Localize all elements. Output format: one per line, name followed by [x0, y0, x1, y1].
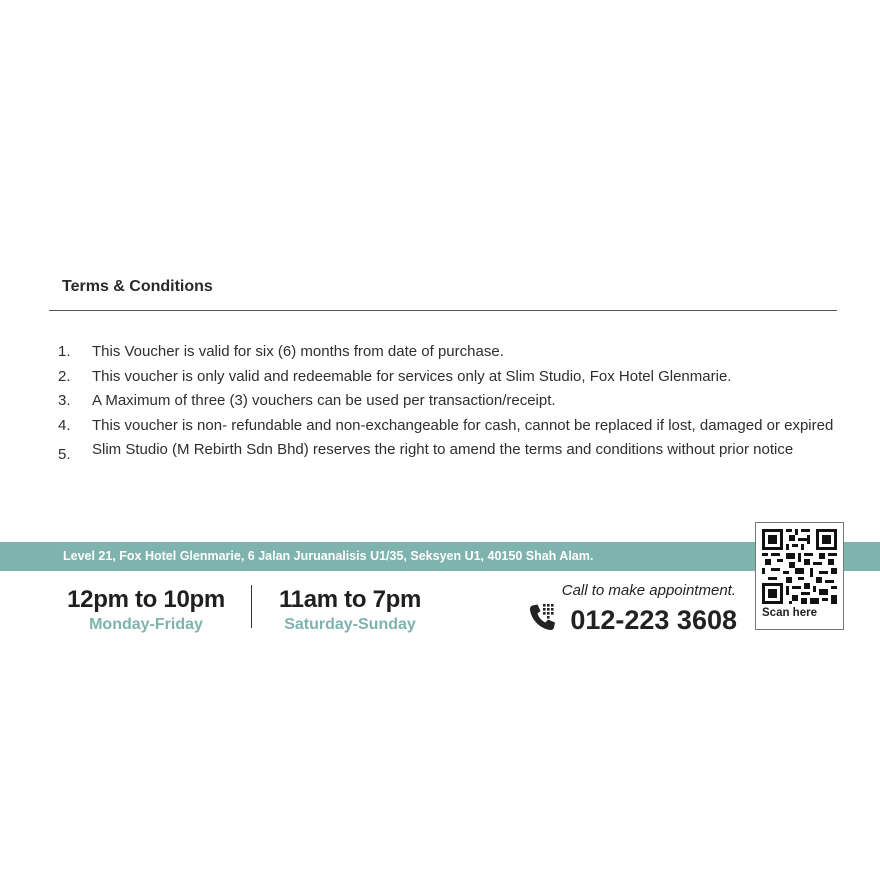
qr-code-icon: [762, 529, 837, 604]
list-item-number: 5.: [58, 446, 71, 463]
weekday-hours: [62, 586, 230, 636]
terms-title: Terms & Conditions: [62, 278, 213, 295]
list-item: [58, 365, 838, 390]
list-item: [58, 438, 838, 468]
weekend-hours: [272, 586, 428, 636]
list-item-number: 1.: [58, 343, 71, 360]
phone-icon: [528, 602, 558, 632]
list-item-text: This Voucher is valid for six (6) months from date of purchase.: [92, 343, 504, 360]
address-band: [0, 542, 880, 571]
terms-divider: [49, 310, 837, 311]
weekend-hours-time: 11am to 7pm: [278, 586, 422, 613]
list-item: [58, 414, 838, 439]
call-label: Call to make appointment.: [561, 582, 736, 599]
list-item-number: 2.: [58, 367, 71, 385]
terms-list: [58, 340, 838, 468]
qr-label: Scan here: [762, 607, 817, 619]
weekday-hours-time: 12pm to 10pm: [67, 586, 225, 613]
hours-divider: [251, 585, 252, 628]
phone-number[interactable]: 012-223 3608: [570, 605, 737, 635]
weekday-hours-days: Monday-Friday: [89, 616, 203, 633]
list-item-number: 4.: [58, 416, 71, 434]
qr-code-box[interactable]: [755, 522, 844, 630]
list-item-text: Slim Studio (M Rebirth Sdn Bhd) reserves the right to amend the terms and conditions without prior notice: [92, 441, 794, 458]
address-text: Level 21, Fox Hotel Glenmarie, 6 Jalan Juruanalisis U1/35, Seksyen U1, 40150 Shah Alam.: [63, 549, 594, 563]
list-item-number: 3.: [58, 392, 71, 409]
list-item-text: A Maximum of three (3) vouchers can be used per transaction/receipt.: [92, 392, 556, 409]
list-item: [58, 340, 838, 365]
list-item: [58, 389, 838, 414]
list-item-text: This voucher is non- refundable and non-exchangeable for cash, cannot be replaced if lost, damaged or expired: [92, 416, 834, 434]
list-item-text: This voucher is only valid and redeemable for services only at Slim Studio, Fox Hotel Glenmarie.: [92, 367, 732, 385]
weekend-hours-days: Saturday-Sunday: [284, 616, 416, 633]
